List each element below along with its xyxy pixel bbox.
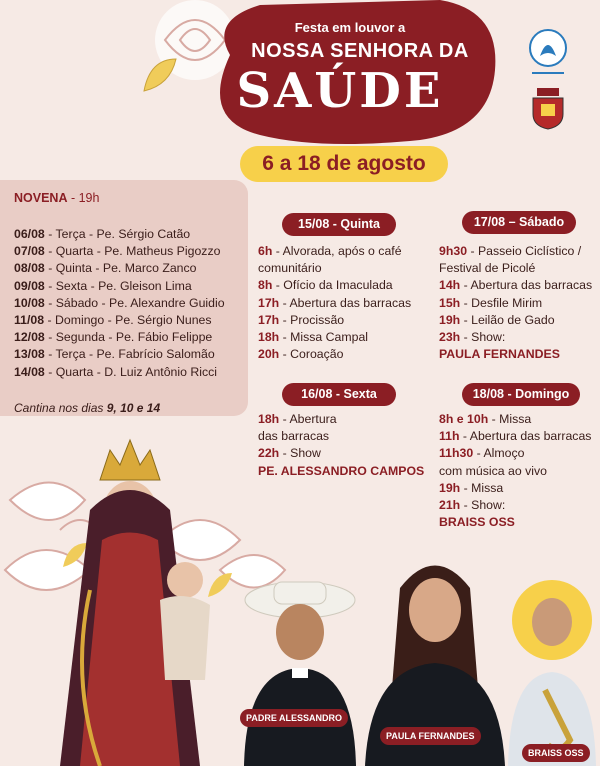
padre-alessandro-photo	[232, 570, 362, 766]
list-item: 18h - Abertura	[258, 412, 337, 426]
header-title-line1: NOSSA SENHORA DA	[251, 40, 469, 62]
list-item: 19h - Missa	[439, 480, 504, 495]
list-item: 09/08 - Sexta - Pe. Gleison Lima	[14, 278, 192, 293]
list-item: Festival de Picolé	[439, 261, 536, 276]
list-item: 08/08 - Quinta - Pe. Marco Zanco	[14, 261, 197, 276]
list-item: das barracas	[258, 429, 330, 444]
schedule-1808	[439, 411, 591, 531]
day-label-1808: 18/08 - Domingo	[462, 383, 580, 406]
parish-logo-icon	[528, 26, 568, 78]
list-item: 6h - Alvorada, após o café	[258, 244, 402, 258]
artist-name: BRAISS OSS	[439, 515, 515, 530]
list-item: 14/08 - Quarta - D. Luiz Antônio Ricci	[14, 364, 218, 379]
novena-time: - 19h	[67, 191, 100, 205]
day-label-1608: 16/08 - Sexta	[282, 383, 396, 406]
schedule-1608	[258, 411, 424, 480]
list-item: 19h - Leilão de Gado	[439, 312, 555, 327]
artist-name: PE. ALESSANDRO CAMPOS	[258, 463, 425, 478]
leaf-decoration-icon	[140, 55, 180, 95]
header-subtitle: Festa em louvor a	[294, 20, 406, 35]
novena-heading	[14, 191, 99, 205]
list-item: 8h - Ofício da Imaculada	[258, 278, 393, 293]
list-item: 9h30 - Passeio Ciclístico /	[439, 244, 582, 258]
list-item: 12/08 - Segunda - Pe. Fábio Felippe	[14, 330, 213, 345]
list-item: 22h - Show	[258, 446, 321, 461]
performer-tag: BRAISS OSS	[522, 744, 590, 762]
list-item: 17h - Abertura das barracas	[258, 295, 412, 310]
list-item: 10/08 - Sábado - Pe. Alexandre Guidio	[14, 295, 225, 310]
list-item: comunitário	[258, 261, 322, 276]
list-item: 06/08 - Terça - Pe. Sérgio Catão	[14, 227, 191, 241]
date-range-badge: 6 a 18 de agosto	[240, 146, 448, 182]
list-item: 13/08 - Terça - Pe. Fabrício Salomão	[14, 347, 215, 362]
schedule-1708	[439, 243, 592, 363]
novena-title: NOVENA	[14, 191, 68, 205]
braiss-oss-photo	[500, 580, 600, 766]
day-label-1508: 15/08 - Quinta	[282, 213, 396, 236]
list-item: 11h - Abertura das barracas	[439, 429, 592, 444]
city-crest-icon	[529, 86, 567, 130]
list-item: 21h - Show:	[439, 498, 506, 513]
list-item: 11h30 - Almoço	[439, 446, 525, 461]
list-item: 23h - Show:	[439, 330, 506, 345]
list-item: 14h - Abertura das barracas	[439, 278, 593, 293]
list-item: 15h - Desfile Mirim	[439, 295, 543, 310]
novena-list	[14, 226, 225, 381]
cantina-note: Cantina nos dias 9, 10 e 14	[14, 401, 161, 415]
artist-name: PAULA FERNANDES	[439, 347, 560, 362]
list-item: 17h - Procissão	[258, 312, 345, 327]
schedule-1508	[258, 243, 411, 363]
list-item: 8h e 10h - Missa	[439, 412, 532, 426]
list-item: 07/08 - Quarta - Pe. Matheus Pigozzo	[14, 244, 221, 259]
header-title-line2: SAÚDE	[236, 63, 444, 119]
performer-tag: PAULA FERNANDES	[380, 727, 481, 745]
list-item: 20h - Coroação	[258, 347, 344, 362]
day-label-1708: 17/08 – Sábado	[462, 211, 576, 234]
list-item: 18h - Missa Campal	[258, 330, 369, 345]
saint-statue-image	[30, 430, 240, 766]
performer-tag: PADRE ALESSANDRO	[240, 709, 348, 727]
list-item: com música ao vivo	[439, 463, 547, 478]
list-item: 11/08 - Domingo - Pe. Sérgio Nunes	[14, 313, 212, 328]
